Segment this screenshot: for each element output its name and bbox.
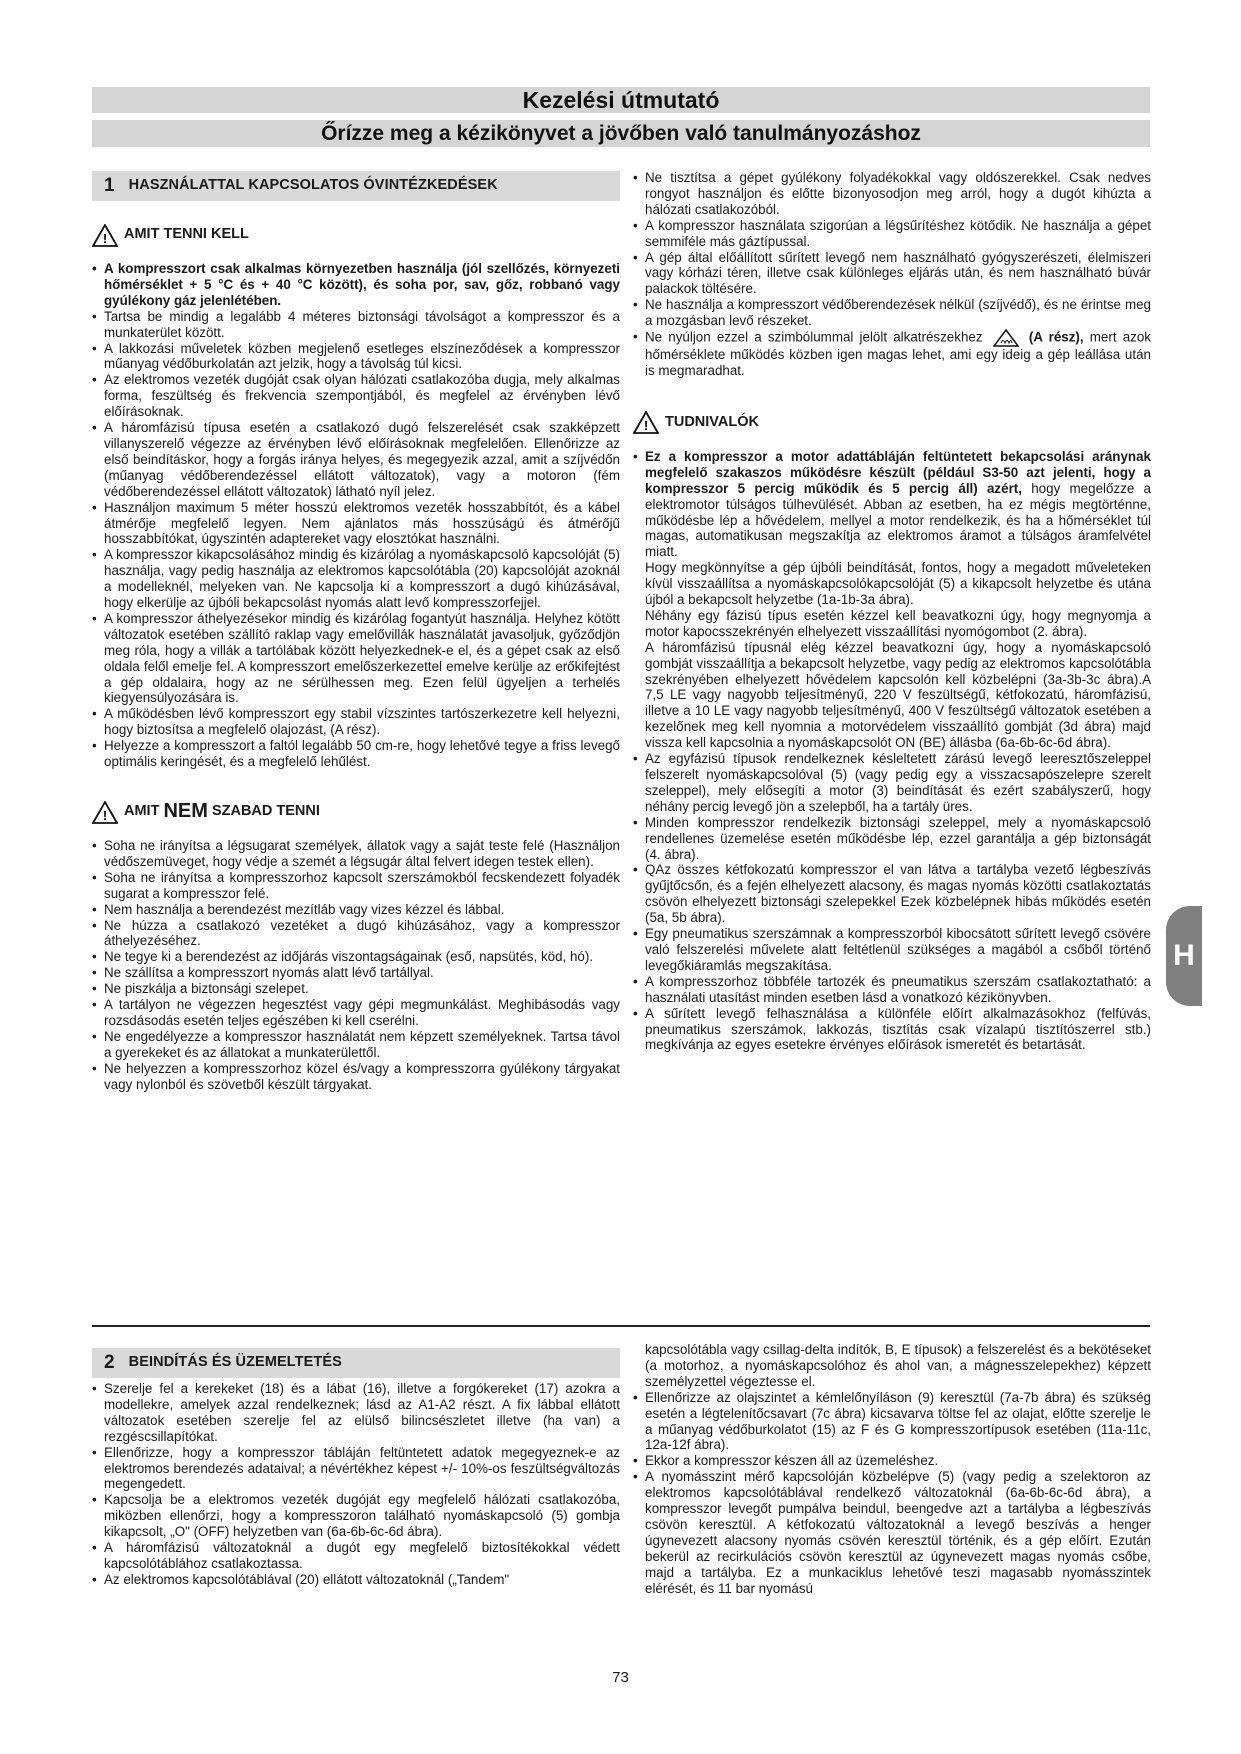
- list-item: • QAz összes kétfokozatú kompresszor el van látva a tartályba vezető légbeszívás gyűjtőcsőn, és a fején elhelyezett alacsony, és magas nyomás közötti csatlakoztatás csövön elhelyezett biztonsági szelepekkel Ezek közbelépnek hibás működés esetén (5a, 5b ábra).: [633, 862, 1151, 926]
- warning-icon: [92, 801, 118, 824]
- info-block: [633, 449, 1151, 1053]
- section2-header: [92, 1348, 620, 1378]
- section1-number: 1: [104, 175, 115, 197]
- must-do-heading: [92, 221, 620, 249]
- list-item: • A kompresszort csak alkalmas környezetben használja (jól szellőzés, környezeti hőmérséklet + 5 °C és + 40 °C között), és soha por, sav, gőz, robbanó vagy gyúlékony gáz jelenlétében.: [92, 261, 620, 309]
- list-item: [633, 329, 1151, 379]
- list-item: • Kapcsolja be a elektromos vezeték dugóját egy megfelelő hálózati csatlakozóba, miközben ellenőrzi, hogy a kompresszoron található nyomáskapcsoló (5) gombja kikapcsolt, „O" (OFF) helyzetben van (6a-6b-6c-6d ábra).: [92, 1492, 620, 1540]
- list-item: • A háromfázisú változatoknál a dugót egy megfelelő biztosítékokkal védett kapcsolótáblához csatlakoztassa.: [92, 1540, 620, 1572]
- warning-icon: [633, 411, 659, 434]
- list-item: • Ekkor a kompresszor készen áll az üzemeléshez.: [633, 1453, 1151, 1469]
- page-title: Kezelési útmutató: [92, 87, 1150, 113]
- info-paragraph: Néhány egy fázisú típus esetén kézzel kell beavatkozni úgy, hogy megnyomja a motor kapocsszekrényén elhelyezett visszaállítási nyomógombot (2. ábra).: [645, 607, 1151, 639]
- list-item: • A működésben lévő kompresszort egy stabil vízszintes tartószerkezetre kell helyezni, hogy biztosítsa a megfelelő olajozást, (A rész).: [92, 706, 620, 738]
- section1-title: HASZNÁLATTAL KAPCSOLATOS ÓVINTÉZKEDÉSEK: [128, 177, 498, 194]
- list-item: • Ne tisztítsa a gépet gyúlékony folyadékokkal vagy oldószerekkel. Csak nedves rongyot használjon és előtte bizonyosodjon meg arról, hogy a dugót kihúzta a hálózati csatlakozóból.: [633, 170, 1151, 218]
- list-item: • A lakkozási műveletek közben megjelenő esetleges elszíneződések a kompresszor műanyag védőburkolatán azt jelzik, hogy a távolság túl kicsi.: [92, 341, 620, 373]
- list-item: • Ellenőrizze az olajszintet a kémlelőnyíláson (9) keresztül (7a-7b ábra) és szükség esetén a légtelenítőcsavart (7c ábra) kicsavarva töltse fel az olajat, előtte szerelje le a műanyag védőburkolatot (15) az F és G kompresszortípusok esetében (11a-11c, 12a-12f ábra).: [633, 1390, 1151, 1454]
- must-do-list: [92, 261, 620, 770]
- info-paragraph: A háromfázisú típusnál elég kézzel beavatkozni úgy, hogy a nyomáskapcsoló gombját visszaállítja a bekapcsolt helyzetbe, vagy pedig az elektromos kapcsolótábla szekrényében elhelyezett hővédelem kapcsolón kell közbelépni (3a-3b-3c ábra).A 7,5 LE vagy nagyobb teljesítményű, 220 V feszültségű, kétfokozatú, háromfázisú, illetve a 10 LE vagy nagyobb teljesítményű, 400 V feszültségű változatok esetében a kezelőnek meg kell nyomnia a motorvédelem visszaállító gombját (3d ábra) majd vissza kell kapcsolnia a nyomáskapcsolót ON (BE) állásba (6a-6b-6c-6d ábra).: [645, 639, 1151, 751]
- list-item: • Az elektromos vezeték dugóját csak olyan hálózati csatlakozóba dugja, mely alkalmas forma, feszültség és frekvencia szempontjából, és megfelel az érvényben lévő előírásoknak.: [92, 372, 620, 420]
- list-item: • A kompresszor áthelyezésekor mindig és kizárólag fogantyút használja. Helyhez kötött változatok esetében szállító raklap vagy emelővillák használatát javasoljuk, győződjön meg róla, hogy a villák a tartólábak között helyezkednek-e el, és a gépet csak az első oldala felől emelje fel. A kompresszort emelőszerkezettel emelve kerülje az erőkifejtést a gép oldalaira, hogy az ne sérülhessen meg. Ezen felül ügyeljen a terhelés kiegyensúlyozására is.: [92, 611, 620, 706]
- page-subtitle: Őrízze meg a kézikönyvet a jövőben való tanulmányozáshoz: [92, 120, 1150, 147]
- must-not-emphasis: NEM: [163, 800, 208, 823]
- list-item: • Ne tegye ki a berendezést az időjárás viszontagságainak (eső, napsütés, köd, hó).: [92, 949, 620, 965]
- list-item: • Tartsa be mindig a legalább 4 méteres biztonsági távolságot a kompresszor és a munkaterület között.: [92, 309, 620, 341]
- info-bold-text: Ez a kompresszor a motor adattábláján feltüntetett bekapcsolási aránynak megfelelő szakaszos működésre készült (például S3-50 azt jelenti, hogy a kompresszor 5 percig működik és 5 percig áll) azért,: [645, 448, 1151, 496]
- section2-title: BEINDÍTÁS ÉS ÜZEMELTETÉS: [128, 1354, 342, 1371]
- list-item: • Egy pneumatikus szerszámnak a kompresszorból kibocsátott sűrített levegő csövére való felszerelési művelete alatt feltétlenül szükséges a magából a csőből történő levegőkiáramlás megszakítása.: [633, 926, 1151, 974]
- section1-header: [92, 171, 620, 201]
- section-divider: [92, 1325, 1150, 1327]
- list-item: • Ne szállítsa a kompresszort nyomás alatt lévő tartállyal.: [92, 965, 620, 981]
- list-item: • Nem használja a berendezést mezítláb vagy vizes kézzel és lábbal.: [92, 902, 620, 918]
- list-item: • A kompresszor kikapcsolásához mindig és kizárólag a nyomáskapcsoló kapcsolóját (5) használja, vagy pedig használja az elektromos kapcsolótábla (20) kapcsolóját azoknál a modelleknél, melyeken van. Ne kapcsolja ki a kompresszort a dugó kihúzásával, hogy elkerülje az újbóli bekapcsolást nyomás alatt levő kompresszorfejjel.: [92, 547, 620, 611]
- list-item: • Az egyfázisú típusok rendelkeznek késleltetett zárású levegő leeresztőszeleppel felszerelt nyomáskapcsolóval (5) (vagy pedig egy a visszacsapószelepre szerelt szeleppel), mely elősegíti a motor (3) beindítását és ezért szabályszerű, hogy néhány percig levegő jön a szelepből, ha a tartály üres.: [633, 751, 1151, 815]
- symbol-item-text: Ne nyúljon ezzel a szimbólummal jelölt alkatrészekhez: [645, 329, 983, 345]
- list-item: • Szerelje fel a kerekeket (18) és a lábat (16), illetve a forgókereket (17) azokra a modellekre, amelyek azzal rendelkeznek; lásd az A1-A2 részt. A fix lábbal ellátott változatok esetében szerelje fel az elülső bilincsészletet illetve (ha van) a rezgéscsillapítókat.: [92, 1381, 620, 1445]
- symbol-item-ref: (A rész),: [1028, 329, 1084, 345]
- hot-surface-icon: [993, 329, 1019, 347]
- must-not-prefix: AMIT: [124, 803, 160, 820]
- must-not-suffix: SZABAD TENNI: [211, 803, 320, 820]
- list-item: • A kompresszor használata szigorúan a légsűrítéshez kötődik. Ne használja a gépet semmiféle más gáztípussal.: [633, 218, 1151, 250]
- section2-list: [92, 1381, 620, 1588]
- list-item: • Ne engedélyezze a kompresszor használatát nem képzett személyeknek. Tartsa távol a gyerekeket és az állatokat a munkaterülettől.: [92, 1029, 620, 1061]
- warning-icon: [92, 224, 118, 247]
- info-label: TUDNIVALÓK: [665, 413, 759, 430]
- list-item: • A gép által előállított sűrített levegő nem használható gyógyszerészeti, élelmiszeri vagy kórházi téren, illetve csak különleges eljárás után, és nem használható búvár palackok töltésére.: [633, 250, 1151, 298]
- language-tab: H: [1166, 906, 1202, 1006]
- list-item: • A tartályon ne végezzen hegesztést vagy gépi megmunkálást. Meghibásodás vagy rozsdásodás esetén teljes egészében ki kell cserélni.: [92, 997, 620, 1029]
- svg-text:!: !: [102, 807, 108, 823]
- list-item: • Az elektromos kapcsolótáblával (20) ellátott változatoknál („Tandem": [92, 1572, 620, 1588]
- info-heading: [633, 409, 1151, 437]
- svg-text:!: !: [643, 418, 649, 434]
- list-item: • Ne piszkálja a biztonsági szelepet.: [92, 981, 620, 997]
- info-text: hogy megelőzze a elektromotor túlságos túlhevülését. Abban az esetben, ha ez mégis megtörténne, működésbe lép a hővédelem, mellyel a motor rendelkezik, és ha a hőmérséklet túl magas, automatikusan megszakítja az elektromos áramot a túlságos áramfelvétel miatt.: [645, 480, 1151, 560]
- must-do-label: AMIT TENNI KELL: [124, 226, 249, 243]
- list-item: • A nyomásszint mérő kapcsolóján közbelépve (5) (vagy pedig a szelektoron az elektromos kapcsolótáblával rendelkező változatoknál (6a-6b-6c-6d ábra), a kompresszor levegőt pumpálva beindul, beengedve azt a tartályba a légbeszívás csövön keresztül. A kétfokozatú változatoknál a levegő beszívás a henger úgynevezett alacsony nyomás csövén keresztül történik, és a gép előírt. Ezután bekerül az recirkulációs csövön keresztül az úgynevezett magas nyomás csőbe, majd a tartályba. Ez a munkaciklus lehetővé teszi magasabb nyomásszintek elérését, és 11 bar nyomású: [633, 1469, 1151, 1596]
- continued-paragraph: kapcsolótábla vagy csillag-delta indítók, B, E típusok) a felszerelést és a bekötéseket (a motorhoz, a nyomáskapcsolóhoz és ahol van, a mágnesszelepekhez) képzett személyzettel végeztesse el.: [645, 1342, 1151, 1389]
- list-item: • Ellenőrizze, hogy a kompresszor tábláján feltüntetett adatok megegyeznek-e az elektromos berendezés adataival; a névértékhez képest +/- 10%-os feszültségváltozás megengedett.: [92, 1445, 620, 1493]
- must-not-heading: [92, 798, 620, 826]
- list-item: • Ne húzza a csatlakozó vezetéket a dugó kihúzásához, vagy a kompresszor áthelyezéséhez.: [92, 918, 620, 950]
- section2-left-column: [92, 1348, 620, 1588]
- list-item: • Soha ne irányítsa a légsugarat személyek, állatok vagy a saját teste felé (Használjon védőszemüveget, hogy védje a szemét a légsugár által felvert idegen testek ellen).: [92, 838, 620, 870]
- section2-number: 2: [104, 1352, 115, 1374]
- list-item: • A sűrített levegő felhasználása a különféle előírt alkalmazásokhoz (felfúvás, pneumatikus szerszámok, lakkozás, tisztítás csak vízalapú tisztítószerrel stb.) megkívánja az egyes esetekre érvényes előírások ismeretét és betartását.: [633, 1006, 1151, 1054]
- list-item: • Minden kompresszor rendelkezik biztonsági szeleppel, mely a nyomáskapcsoló rendellenes üzemelése esetén működésbe lép, ezzel garantálja a gép biztonságát (4. ábra).: [633, 815, 1151, 863]
- list-item: • Használjon maximum 5 méter hosszú elektromos vezeték hosszabbítót, és a kábel átmérője megfelelő legyen. Nem ajánlatos más hosszúságú és átmérőjű hosszabbítókat, úgyszintén adaptereket vagy elosztókat használni.: [92, 500, 620, 548]
- symbol-item-post: mert azok hőmérséklete működés közben igen magas lehet, ami egy ideig a gép leállása után is megmaradhat.: [645, 329, 1151, 378]
- list-item: • Soha ne irányítsa a kompresszorhoz kapcsolt szerszámokból fecskendezett folyadék sugarat a kompresszor felé.: [92, 870, 620, 902]
- svg-text:!: !: [102, 230, 108, 246]
- section2-right-column: [633, 1342, 1151, 1597]
- list-item: [633, 449, 1151, 560]
- list-item: • Helyezze a kompresszort a faltól legalább 50 cm-re, hogy lehetővé tegye a friss levegő optimális keringését, és a megfelelő lehűlést.: [92, 738, 620, 770]
- info-paragraph: Hogy megkönnyítse a gép újbóli beindítását, fontos, hogy a megadott műveleteken kívül visszaállítsa a nyomáskapcsolókapcsolóját (5) a kikapcsolt helyzetbe és utána újból a bekapcsolt helyzetbe (1a-1b-3a ábra).: [645, 560, 1151, 608]
- list-item: • A kompresszorhoz többféle tartozék és pneumatikus szerszám csatlakoztatható: a használati utasítást minden esetben lásd a vonatkozó kézikönyvben.: [633, 974, 1151, 1006]
- page-number: 73: [612, 1669, 629, 1686]
- list-item: • Ne használja a kompresszort védőberendezések nélkül (szíjvédő), és ne érintse meg a mozgásban levő részeket.: [633, 297, 1151, 329]
- must-not-list: [92, 838, 620, 1093]
- list-item: • A háromfázisú típusa esetén a csatlakozó dugó felszerelését csak szakképzett villanyszerelő végezze az érvényben lévő előírásoknak megfelelően. Ellenőrizze az első beindításkor, hogy a forgás iránya helyes, és megegyezik azzal, amit a szíjvédőn (műanyag védőberendezéssel ellátott változatok), vagy a motoron (fém védőberendezéssel ellátott változatok) látható nyíl jelez.: [92, 420, 620, 500]
- list-item: • Ne helyezzen a kompresszorhoz közel és/vagy a kompresszorra gyúlékony tárgyakat vagy nylonból és szövetből készült tárgyakat.: [92, 1061, 620, 1093]
- section1-left-column: [92, 171, 620, 1093]
- section1-right-column: [633, 170, 1151, 1053]
